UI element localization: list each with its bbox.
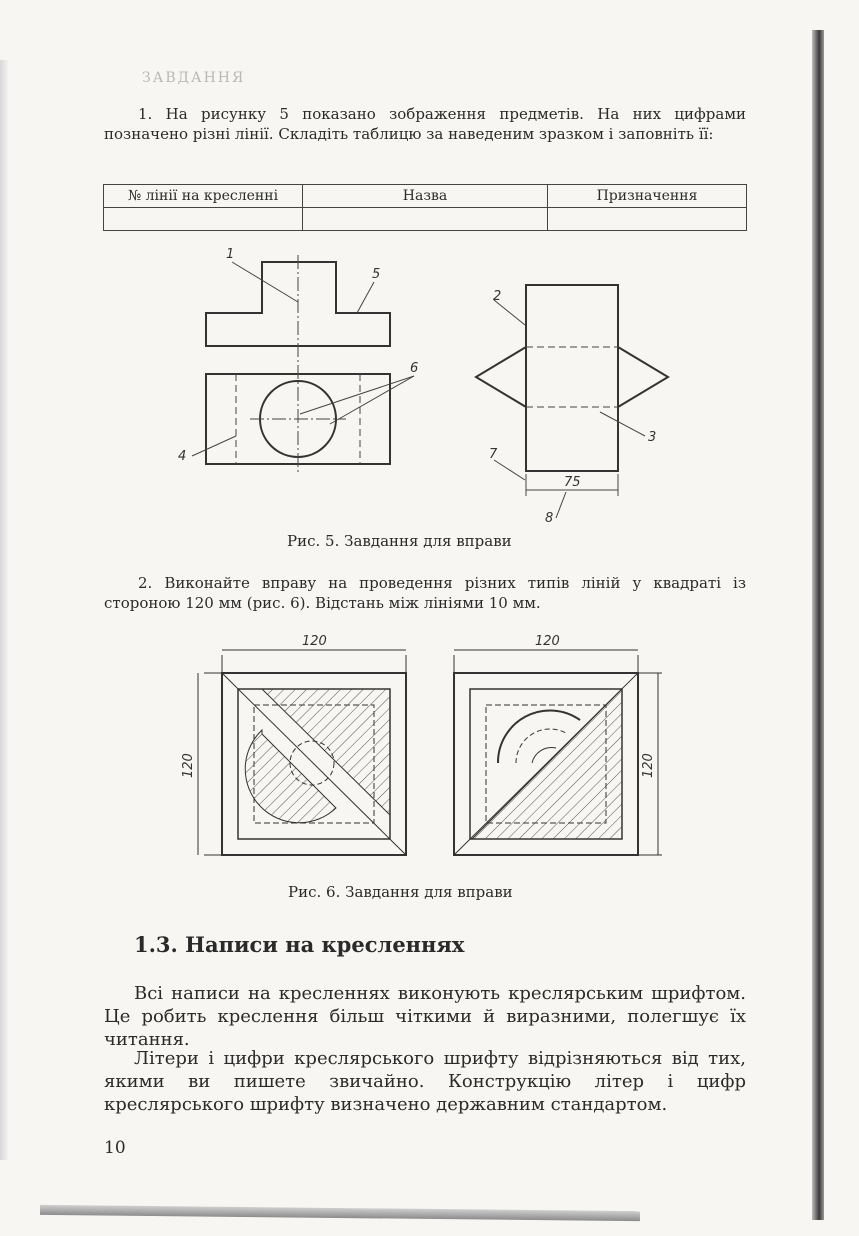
body-paragraph-2 [104,1047,746,1116]
line-label-1: 1 [226,247,235,262]
section-title: 1.3. Написи на кресленнях [134,932,465,957]
line-label-4: 4 [178,449,187,464]
body-paragraph-2-text: Літери і цифри креслярського шрифту відрізняються від тих, якими ви пишете звичайно. Конструкцію літер і цифр креслярського шрифту визначено державним стандартом. [104,1048,746,1115]
dimension-75: 75 [564,475,581,490]
figure-6-caption: Рис. 6. Завдання для вправи [288,883,513,901]
line-label-3: 3 [648,430,657,445]
section-header-label: ЗАВДАННЯ [142,70,246,86]
figure-5-caption: Рис. 5. Завдання для вправи [287,532,512,550]
dimension-120-right-side: 120 [641,753,656,778]
line-label-6: 6 [410,361,419,376]
line-label-7: 7 [489,447,498,462]
table-header-cell: № лінії на кресленні [104,185,303,208]
line-label-8: 8 [545,511,554,526]
page-number: 10 [104,1138,126,1158]
table-header-cell: Призначення [548,185,747,208]
task-2-paragraph: 2. Виконайте вправу на проведення різних типів ліній у квадраті із стороною 120 мм (рис. 6). Відстань між лініями 10 мм. [104,574,746,612]
task-1-paragraph: 1. На рисунку 5 показано зображення предметів. На них цифрами позначено різні лінії. Складіть таблицю за наведеним зразком і заповніть її: [104,105,746,143]
dimension-120-left-side: 120 [181,753,196,778]
body-paragraph-1 [104,982,746,1051]
line-label-2: 2 [493,289,502,304]
dimension-120-right-top: 120 [535,634,560,649]
dimension-120-left-top: 120 [302,634,327,649]
line-label-5: 5 [372,267,381,282]
body-paragraph-1-text: Всі написи на кресленнях виконують креслярським шрифтом. Це робить креслення більш чіткими й виразними, полегшує їх читання. [104,983,746,1050]
table-header-cell: Назва [303,185,548,208]
